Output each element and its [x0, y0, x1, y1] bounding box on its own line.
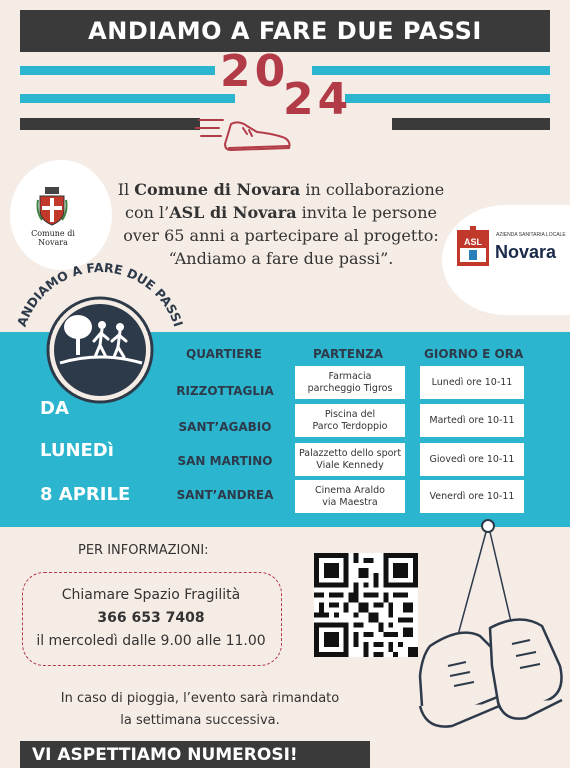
left-stripe-mid — [20, 94, 235, 103]
info-label: PER INFORMAZIONI: — [78, 543, 209, 558]
giorno-cell: Giovedì ore 10-11 — [420, 443, 524, 476]
asl-mark: ASL — [464, 237, 482, 247]
left-stripe-top — [20, 66, 215, 75]
partenza-line: Parco Terdoppio — [312, 420, 388, 432]
badge-text: ANDIAMO A FARE DUE PASSI — [13, 259, 187, 329]
hanging-shoes-icon — [400, 516, 570, 756]
giorno-cell: Lunedì ore 10-11 — [420, 366, 524, 399]
intro-line-3: over 65 anni a partecipare al progetto: — [123, 226, 439, 245]
partenza-line: parcheggio Tigros — [307, 382, 393, 394]
header-partenza: PARTENZA — [313, 347, 384, 361]
partenza-cell — [295, 443, 405, 476]
asl-logo-small: AZIENDA SANITARIA LOCALE — [496, 232, 566, 238]
giorno-cell: Venerdì ore 10-11 — [420, 480, 524, 513]
rain-line-2: la settimana successiva. — [120, 713, 280, 728]
comune-logo-label: Comune di Novara — [31, 229, 75, 247]
intro-text-part: Il — [117, 180, 135, 199]
running-shoe-icon — [195, 106, 305, 156]
intro-asl: ASL di Novara — [169, 203, 297, 222]
intro-text-part: in collaborazione — [300, 180, 445, 199]
asl-logo-name: Novara — [495, 242, 557, 262]
partenza-line: Viale Kennedy — [316, 459, 384, 471]
asl-logo-icon — [457, 226, 489, 266]
quartiere-rizzottaglia: RIZZOTTAGLIA — [176, 384, 274, 398]
intro-text-part: con l’ — [125, 203, 170, 222]
header-quartiere: QUARTIERE — [186, 347, 262, 361]
partenza-line: Cinema Araldo — [315, 484, 385, 496]
footer-banner: VI ASPETTIAMO NUMEROSI! — [20, 741, 370, 768]
intro-comune: Comune di Novara — [134, 180, 301, 199]
partenza-line: via Maestra — [322, 496, 378, 508]
start-date-line-2: LUNEDì — [40, 440, 114, 461]
info-phone: 366 653 7408 — [97, 610, 205, 626]
year-top: 20 — [220, 46, 290, 97]
header-giorno: GIORNO E ORA — [424, 347, 524, 361]
partenza-cell — [295, 404, 405, 437]
intro-line-4: “Andiamo a fare due passi”. — [168, 249, 394, 268]
start-date-line-1: DA — [40, 398, 69, 419]
info-line-1: Chiamare Spazio Fragilità — [61, 587, 241, 603]
info-line-3: il mercoledì dalle 9.00 alle 11.00 — [36, 633, 266, 649]
right-stripe-mid — [345, 94, 550, 103]
comune-coat-of-arms-icon — [36, 186, 68, 226]
right-stripe-dark — [392, 118, 550, 130]
partenza-cell — [295, 480, 405, 513]
page-title: ANDIAMO A FARE DUE PASSI — [20, 10, 550, 52]
partenza-line: Farmacia — [328, 370, 372, 382]
partenza-line: Palazzetto dello sport — [298, 447, 402, 459]
partenza-line: Piscina del — [324, 408, 376, 420]
left-stripe-dark — [20, 118, 200, 130]
year-bottom: 24 — [283, 74, 353, 125]
giorno-cell: Martedì ore 10-11 — [420, 404, 524, 437]
rain-line-1: In caso di pioggia, l’evento sarà rimandato — [60, 691, 340, 706]
quartiere-santagabio: SANT’AGABIO — [178, 420, 272, 434]
intro-text-part: invita le persone — [296, 203, 437, 222]
quartiere-sanmartino: SAN MARTINO — [177, 454, 273, 468]
quartiere-santandrea: SANT’ANDREA — [176, 488, 274, 502]
start-date-line-3: 8 APRILE — [40, 484, 131, 505]
rain-notice — [40, 688, 360, 732]
walkers-badge — [10, 255, 190, 405]
partenza-cell — [295, 366, 405, 399]
